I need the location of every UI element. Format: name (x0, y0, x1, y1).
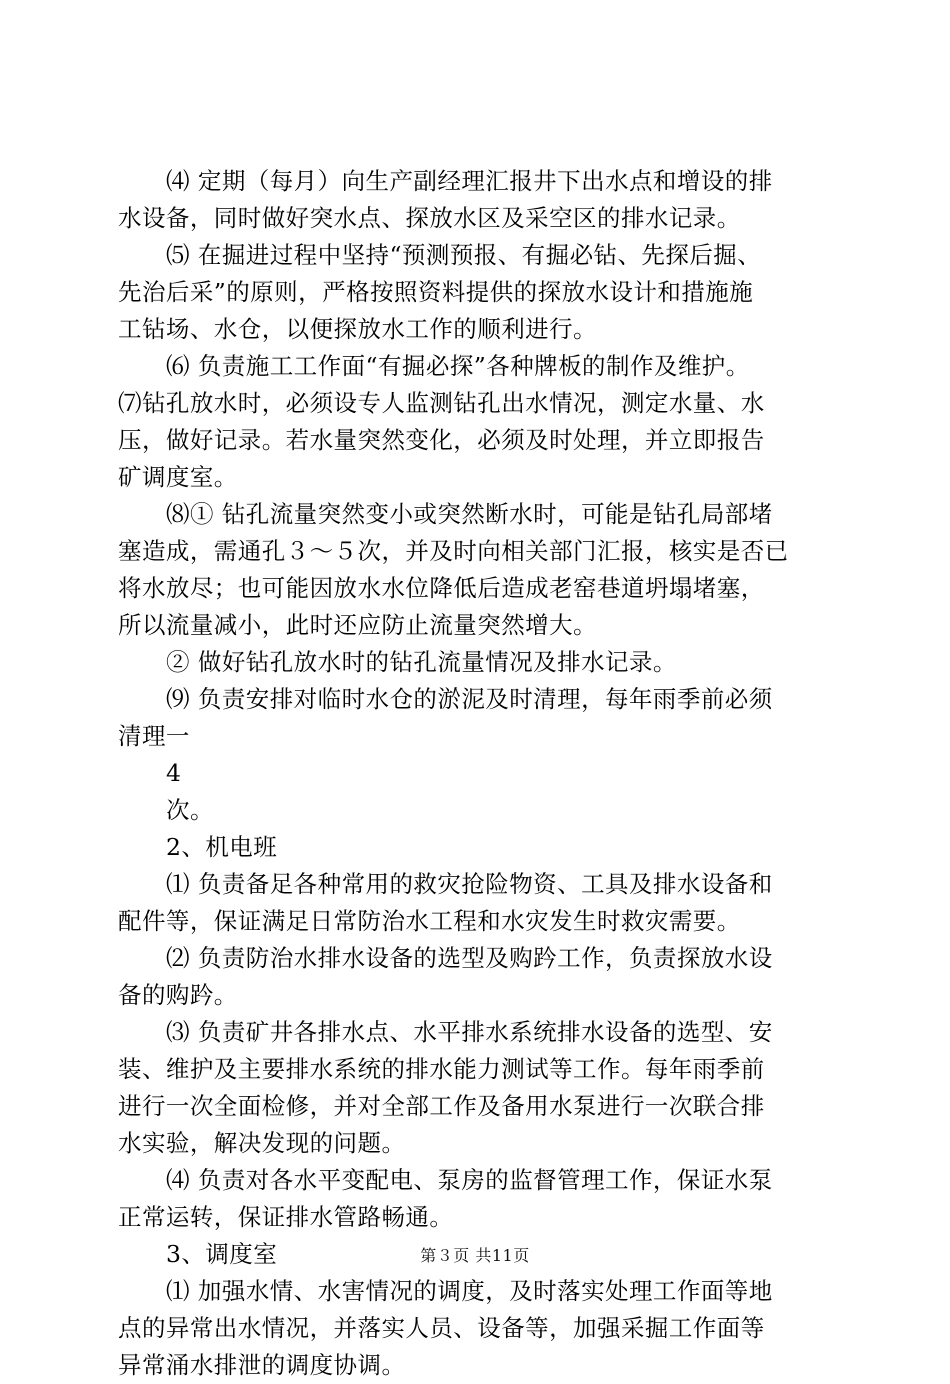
text-line: 工钻场、水仓，以便探放水工作的顺利进行。 (118, 315, 597, 343)
text-line: 4 (166, 759, 182, 787)
page-footer: 第３页 共11页 (420, 1246, 530, 1265)
text-line: ⑹ 负责施工工作面“有掘必探”各种牌板的制作及维护。 (166, 352, 750, 380)
text-line: 清理一 (118, 722, 190, 750)
text-line: 异常涌水排泄的调度协调。 (118, 1351, 406, 1379)
text-line: 配件等，保证满足日常防治水工程和水灾发生时救灾需要。 (118, 907, 741, 935)
text-line: 正常运转，保证排水管路畅通。 (118, 1203, 454, 1231)
section-heading: 3、调度室 (166, 1240, 278, 1268)
text-line: ⑺钻孔放水时，必须设专人监测钻孔出水情况，测定水量、水 (118, 389, 765, 417)
section-heading: 2、机电班 (166, 833, 278, 861)
text-line: ⑵ 负责防治水排水设备的选型及购趻工作，负责探放水设 (166, 944, 773, 972)
text-line: 矿调度室。 (118, 463, 238, 491)
text-line: 所以流量减小，此时还应防止流量突然增大。 (118, 611, 597, 639)
text-line: 水设备，同时做好突水点、探放水区及采空区的排水记录。 (118, 204, 741, 232)
text-line: ② 做好钻孔放水时的钻孔流量情况及排水记录。 (166, 648, 677, 676)
text-line: 压，做好记录。若水量突然变化，必须及时处理，并立即报告 (118, 426, 765, 454)
text-line: 将水放尽；也可能因放水水位降低后造成老窑巷道坍塌堵塞， (118, 574, 765, 602)
text-line: 备的购趻。 (118, 981, 238, 1009)
text-line: ⑼ 负责安排对临时水仓的淤泥及时清理，每年雨季前必须 (166, 685, 773, 713)
text-line: ⑸ 在掘进过程中坚持“预测预报、有掘必钻、先探后掘、 (166, 241, 762, 269)
text-line: 次。 (166, 796, 214, 824)
text-line: ⑷ 定期（每月）向生产副经理汇报井下出水点和增设的排 (166, 167, 773, 195)
text-line: ⑻① 钻孔流量突然变小或突然断水时，可能是钻孔局部堵 (166, 500, 773, 528)
body-text (118, 163, 838, 1384)
text-line: 进行一次全面检修，并对全部工作及备用水泵进行一次联合排 (118, 1092, 765, 1120)
text-line: ⑴ 加强水情、水害情况的调度，及时落实处理工作面等地 (166, 1277, 773, 1305)
text-line: 点的异常出水情况，并落实人员、设备等，加强采掘工作面等 (118, 1314, 765, 1342)
text-line: 装、维护及主要排水系统的排水能力测试等工作。每年雨季前 (118, 1055, 765, 1083)
text-line: 水实验，解决发现的问题。 (118, 1129, 406, 1157)
text-line: ⑷ 负责对各水平变配电、泵房的监督管理工作，保证水泵 (166, 1166, 773, 1194)
text-line: ⑴ 负责备足各种常用的救灾抢险物资、工具及排水设备和 (166, 870, 773, 898)
text-line: ⑶ 负责矿井各排水点、水平排水系统排水设备的选型、安 (166, 1018, 773, 1046)
text-line: 塞造成，需通孔３～５次，并及时向相关部门汇报，核实是否已 (118, 537, 789, 565)
text-line: 先治后采”的原则，严格按照资料提供的探放水设计和措施施 (118, 278, 754, 306)
